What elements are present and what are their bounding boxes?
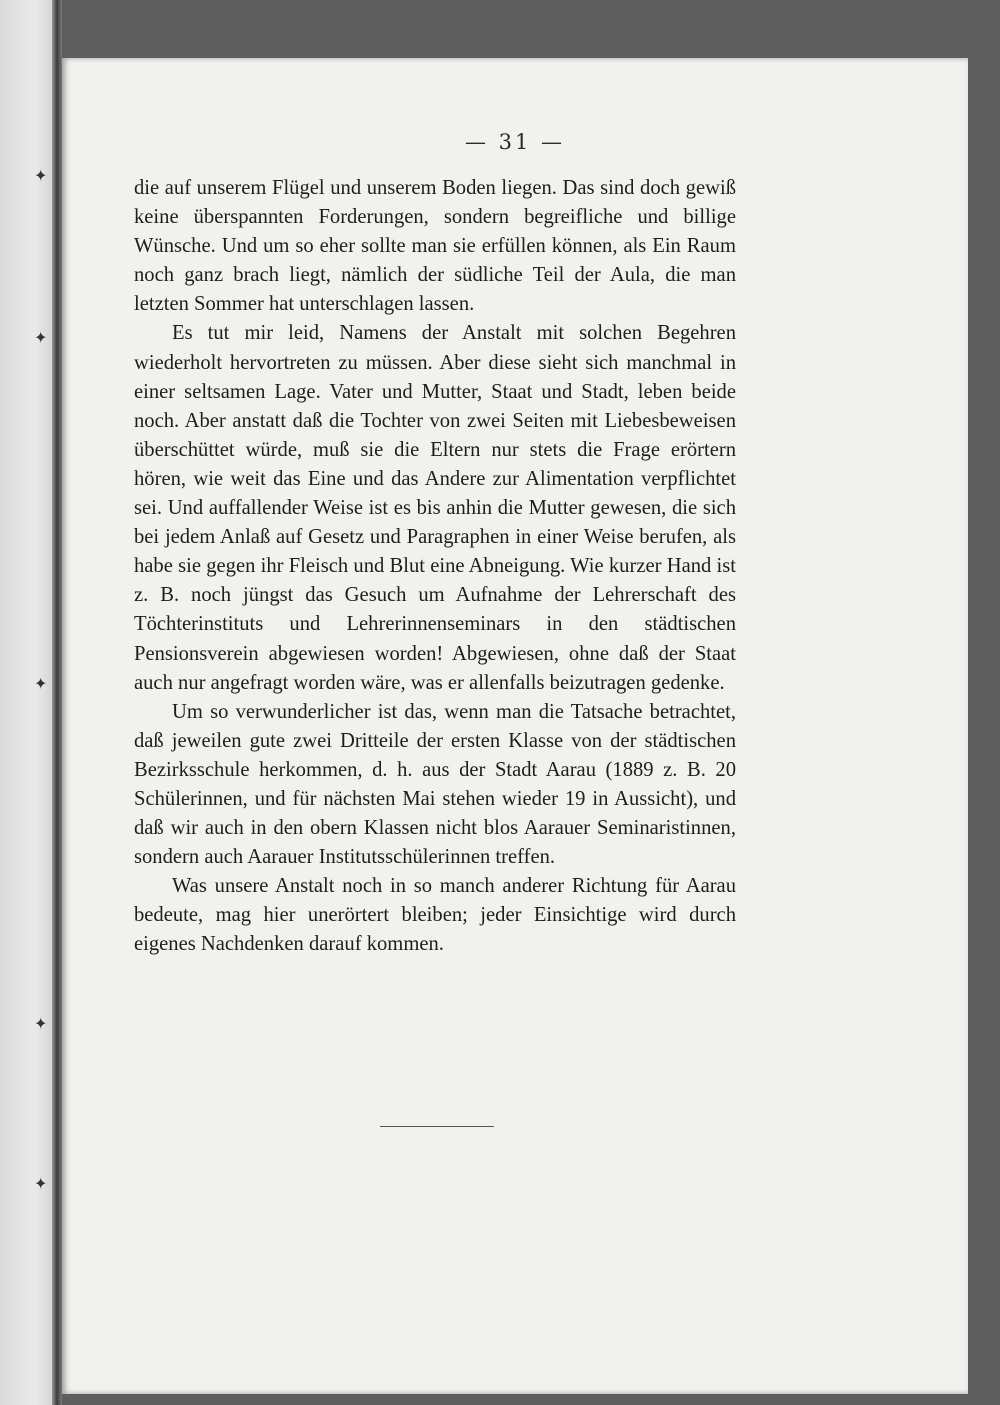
book-page (62, 58, 968, 1394)
binding-thread-mark: ✦ (34, 674, 48, 693)
closing-rule (380, 1126, 494, 1127)
body-text (134, 174, 736, 960)
binding-thread-mark: ✦ (34, 328, 48, 347)
paragraph-2: Es tut mir leid, Namens der Anstalt mit solchen Begehren wiederholt hervortreten zu müssen. Aber diese sieht sich manchmal in einer seltsamen Lage. Vater und Mutter, Staat und Stadt, leben beide noch. Aber anstatt daß die Tochter von zwei Seiten mit Liebesbeweisen überschüttet würde, muß sie die Eltern nur stets die Frage erörtern hören, wie weit das Eine und das Andere zur Alimentation verpflichtet sei. Und auffallender Weise ist es bis anhin die Mutter gewesen, die sich bei jedem Anlaß auf Gesetz und Paragraphen in einer Weise berufen, als habe sie gegen ihr Fleisch und Blut eine Abneigung. Wie kurzer Hand ist z. B. noch jüngst das Gesuch um Aufnahme der Lehrerschaft des Töchterinstituts und Lehrerinnenseminars in den städtischen Pensionsverein abgewiesen worden! Abgewiesen, ohne daß der Staat auch nur angefragt worden wäre, was er allenfalls beizutragen gedenke. (134, 322, 736, 694)
paragraph-1: die auf unserem Flügel und unserem Boden liegen. Das sind doch gewiß keine überspannten Forderungen, sondern begreifliche und billige Wünsche. Und um so eher sollte man sie erfüllen können, als Ein Raum noch ganz brach liegt, nämlich der südliche Teil der Aula, die man letzten Sommer hat unterschlagen lassen. (134, 177, 736, 316)
left-page-edge (0, 0, 58, 1405)
paragraph-3: Um so verwunderlicher ist das, wenn man die Tatsache betrachtet, daß jeweilen gute zwei Dritteile der ersten Klasse von der städtischen Bezirksschule herkommen, d. h. aus der Stadt Aarau (1889 z. B. 20 Schülerinnen, und für nächsten Mai stehen wieder 19 in Aussicht), und daß wir auch in den obern Klassen nicht blos Aarauer Seminaristinnen, sondern auch Aarauer Institutsschülerinnen treffen. (134, 700, 736, 869)
page-number: — 31 — (464, 130, 566, 154)
binding-thread-mark: ✦ (34, 1174, 48, 1193)
book-gutter (52, 0, 62, 1405)
binding-thread-mark: ✦ (34, 166, 48, 185)
binding-thread-mark: ✦ (34, 1014, 48, 1033)
paragraph-4: Was unsere Anstalt noch in so manch anderer Richtung für Aarau bedeute, mag hier unerörtert bleiben; jeder Einsichtige wird durch eigenes Nachdenken darauf kommen. (134, 875, 736, 956)
